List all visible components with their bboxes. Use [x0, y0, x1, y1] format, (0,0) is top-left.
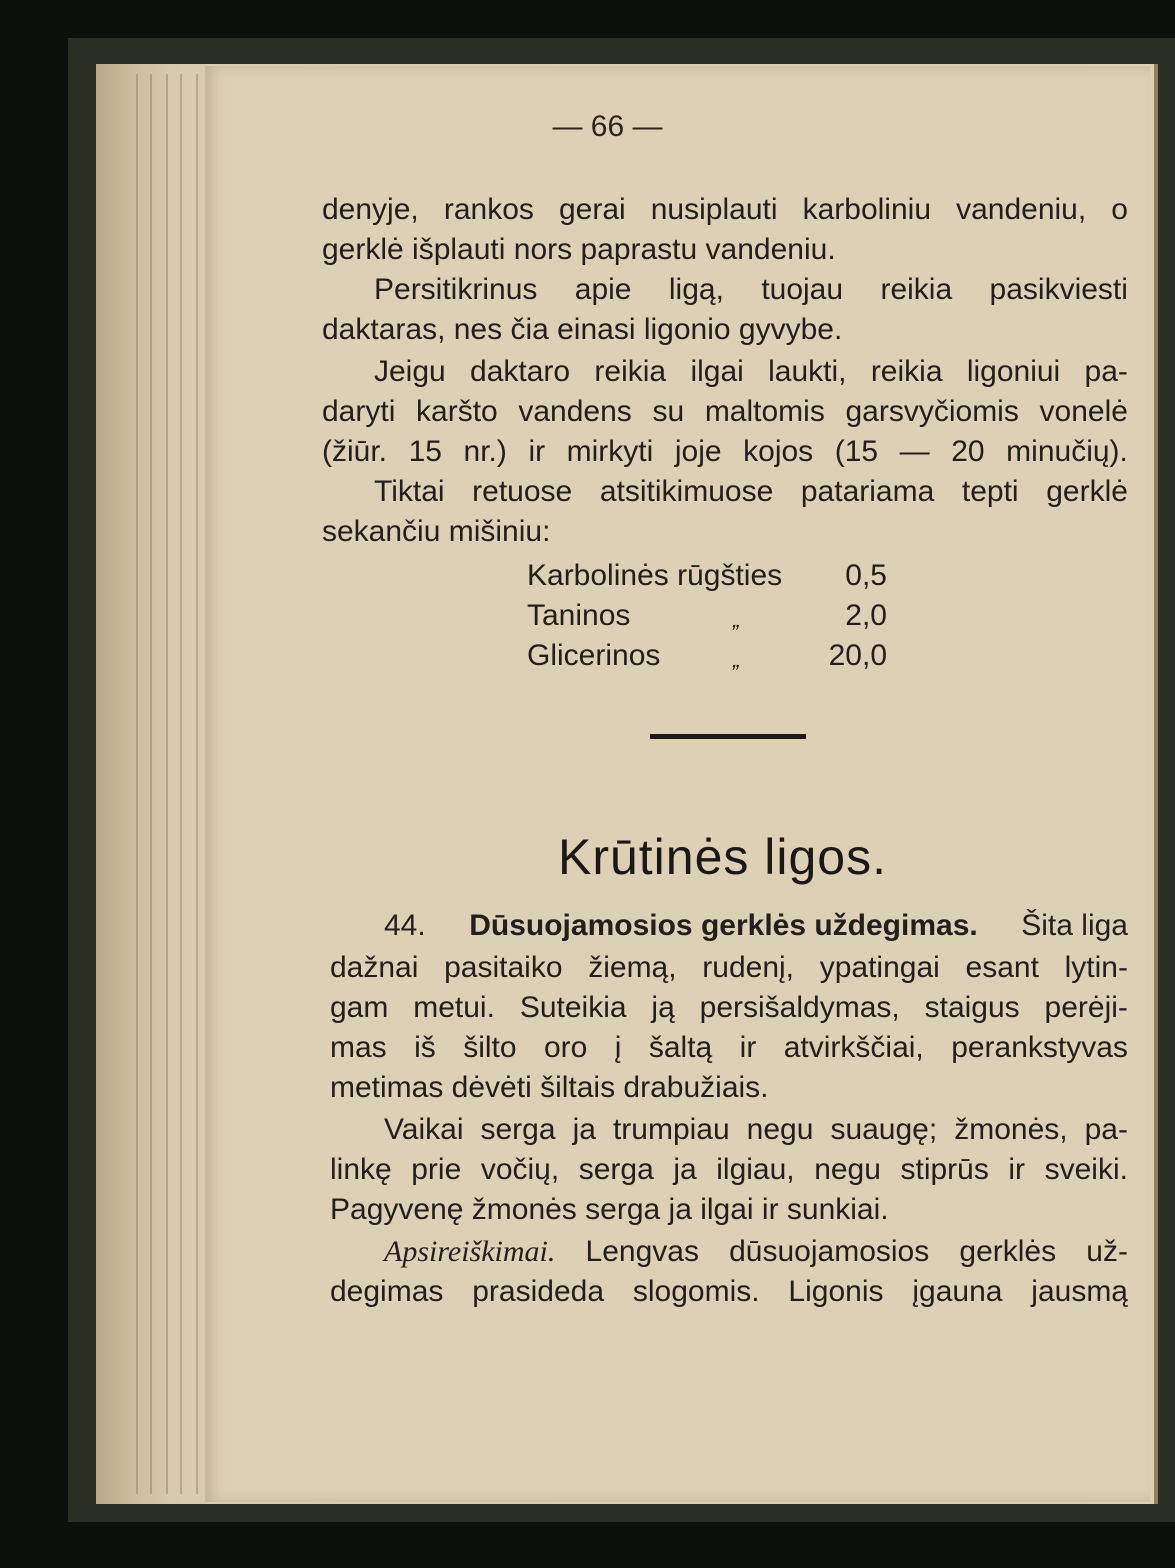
word: sveiki. [1044, 1153, 1128, 1186]
word: ir [1008, 1153, 1026, 1186]
page-edge [196, 74, 198, 1494]
word: serga [578, 1153, 654, 1186]
word: su [652, 395, 685, 428]
word: prie [411, 1153, 462, 1186]
ingredient-name: Taninos [527, 599, 631, 632]
page-edge [136, 74, 138, 1494]
text-line [374, 270, 1128, 310]
word: Pagyvenę žmonės serga ja ilgai ir sunkiai. [330, 1193, 889, 1226]
text-line [322, 190, 1128, 230]
word: gerklė išplauti nors paprastu vandeniu. [322, 233, 836, 266]
word: minučių). [1006, 435, 1128, 468]
word: šilto [463, 1031, 517, 1064]
word: tuojau [761, 273, 844, 306]
word: įgauna [912, 1275, 1003, 1308]
word: vočių, [480, 1153, 560, 1186]
ditto-mark: „ [733, 647, 741, 672]
word: pasikviesti [989, 273, 1128, 306]
text-line [322, 512, 1128, 552]
ingredient-amount: 20,0 [828, 639, 887, 672]
word: žmonės, [954, 1113, 1068, 1146]
word: gerklės [959, 1235, 1057, 1268]
word: gerklė [1046, 475, 1128, 508]
word: ilgai [690, 355, 744, 388]
word: negu [746, 1113, 814, 1146]
word: Lengvas [585, 1235, 699, 1268]
word: ja [673, 1153, 697, 1186]
word: 15 [408, 435, 442, 468]
word: karboliniu [802, 193, 932, 226]
word: kojos [743, 435, 814, 468]
section-first-line [384, 906, 1128, 946]
word: jausmą [1031, 1275, 1128, 1308]
page-edge [166, 74, 168, 1494]
symptoms-label: Apsireiškimai. [384, 1235, 556, 1268]
word: serga [480, 1113, 556, 1146]
word: Ligonis [788, 1275, 884, 1308]
word: lytin- [1064, 951, 1128, 984]
text-line [374, 352, 1128, 392]
ingredient-name: Glicerinos [527, 639, 661, 672]
word: prasideda [472, 1275, 605, 1308]
final-line [330, 1272, 1128, 1312]
word: perankstyvas [951, 1031, 1128, 1064]
word: daryti [322, 395, 396, 428]
word: (15 [834, 435, 879, 468]
page-edge [180, 74, 182, 1494]
text-line [322, 432, 1128, 472]
word: tepti [961, 475, 1019, 508]
word: iš [414, 1031, 436, 1064]
word: ja [572, 1113, 596, 1146]
word: pasitaiko [444, 951, 563, 984]
word: žiemą, [588, 951, 677, 984]
word: Suteikia [519, 991, 627, 1024]
word: stiprūs [900, 1153, 989, 1186]
word: vonelė [1039, 395, 1128, 428]
word: o [1111, 193, 1128, 226]
word: sekančiu mišiniu: [322, 515, 551, 548]
word: ją [651, 991, 675, 1024]
text-line [330, 1028, 1128, 1068]
word: retuose [472, 475, 573, 508]
text-line [330, 948, 1128, 988]
recipe-row [527, 636, 887, 676]
word: ligą, [668, 273, 724, 306]
text-line [330, 1068, 1128, 1108]
word: suaugę; [830, 1113, 938, 1146]
word: į [614, 1031, 622, 1064]
text-line [330, 1190, 1128, 1230]
ditto-mark: „ [733, 607, 741, 632]
word: Jeigu [374, 355, 446, 388]
word: Vaikai [384, 1113, 464, 1146]
word: už- [1086, 1235, 1128, 1268]
section-first-line-rest: Šita liga [1021, 909, 1128, 942]
word: rudenį, [702, 951, 795, 984]
word: esant [965, 951, 1039, 984]
word: joje [674, 435, 722, 468]
word: rankos [443, 193, 534, 226]
word: pa- [1084, 1113, 1128, 1146]
text-line [330, 988, 1128, 1028]
word: patariama [800, 475, 935, 508]
text-line [384, 1110, 1128, 1150]
word: gerai [558, 193, 626, 226]
word: denyje, [322, 193, 419, 226]
word: staigus [924, 991, 1020, 1024]
word: trumpiau [612, 1113, 730, 1146]
word: persišaldymas, [699, 991, 900, 1024]
text-line [322, 230, 1128, 270]
word: pa- [1084, 355, 1128, 388]
word: dūsuojamosios [729, 1235, 930, 1268]
recipe-row [527, 596, 887, 636]
word: gam [330, 991, 389, 1024]
word: daktaras, nes čia einasi ligonio gyvybe. [322, 313, 843, 346]
word: apie [574, 273, 632, 306]
word: slogomis. [632, 1275, 760, 1308]
recipe-row [527, 556, 887, 596]
word: vandens [518, 395, 632, 428]
word: laukti, [768, 355, 847, 388]
text-line [374, 472, 1128, 512]
text-line [330, 1150, 1128, 1190]
section-heading: Krūtinės ligos. [557, 829, 888, 885]
ingredient-amount: 0,5 [845, 559, 887, 592]
ingredient-name: Karbolinės rūgšties [527, 559, 783, 592]
page-number: — 66 — [552, 110, 663, 143]
word: mas [330, 1031, 387, 1064]
word: mirkyti [566, 435, 654, 468]
word: vandeniu, [956, 193, 1087, 226]
word: ypatingai [819, 951, 940, 984]
word: daktaro [470, 355, 571, 388]
word: šaltą [648, 1031, 713, 1064]
word: negu [814, 1153, 881, 1186]
word: — [899, 435, 930, 468]
text-line [322, 392, 1128, 432]
word: degimas [330, 1275, 444, 1308]
word: Tiktai [374, 475, 445, 508]
word: atvirkščiai, [783, 1031, 924, 1064]
ingredient-amount: 2,0 [845, 599, 887, 632]
section-title: Dūsuojamosios gerklės uždegimas. [469, 909, 978, 942]
word: ir [528, 435, 546, 468]
word: reikia [880, 273, 953, 306]
word: oro [543, 1031, 588, 1064]
word: Persitikrinus [374, 273, 538, 306]
section-number: 44. [384, 909, 426, 942]
section-divider [650, 734, 806, 739]
text-line [322, 310, 1128, 350]
word: metui. [413, 991, 495, 1024]
word: linkę [330, 1153, 392, 1186]
word: karšto [416, 395, 498, 428]
word: garsvyčiomis [845, 395, 1019, 428]
word: ilgiau, [716, 1153, 795, 1186]
word: perėji- [1044, 991, 1128, 1024]
word: (žiūr. [322, 435, 388, 468]
word: nusiplauti [650, 193, 778, 226]
word: reikia [594, 355, 667, 388]
word: maltomis [704, 395, 825, 428]
word: 20 [951, 435, 985, 468]
word: ligoniui [966, 355, 1061, 388]
word: reikia [870, 355, 943, 388]
word: nr.) [463, 435, 507, 468]
word: metimas dėvėti šiltais drabužiais. [330, 1071, 769, 1104]
word: atsitikimuose [599, 475, 774, 508]
word: dažnai [330, 951, 419, 984]
symptoms-line [384, 1232, 1128, 1272]
page-edge [150, 74, 152, 1494]
word: ir [739, 1031, 757, 1064]
